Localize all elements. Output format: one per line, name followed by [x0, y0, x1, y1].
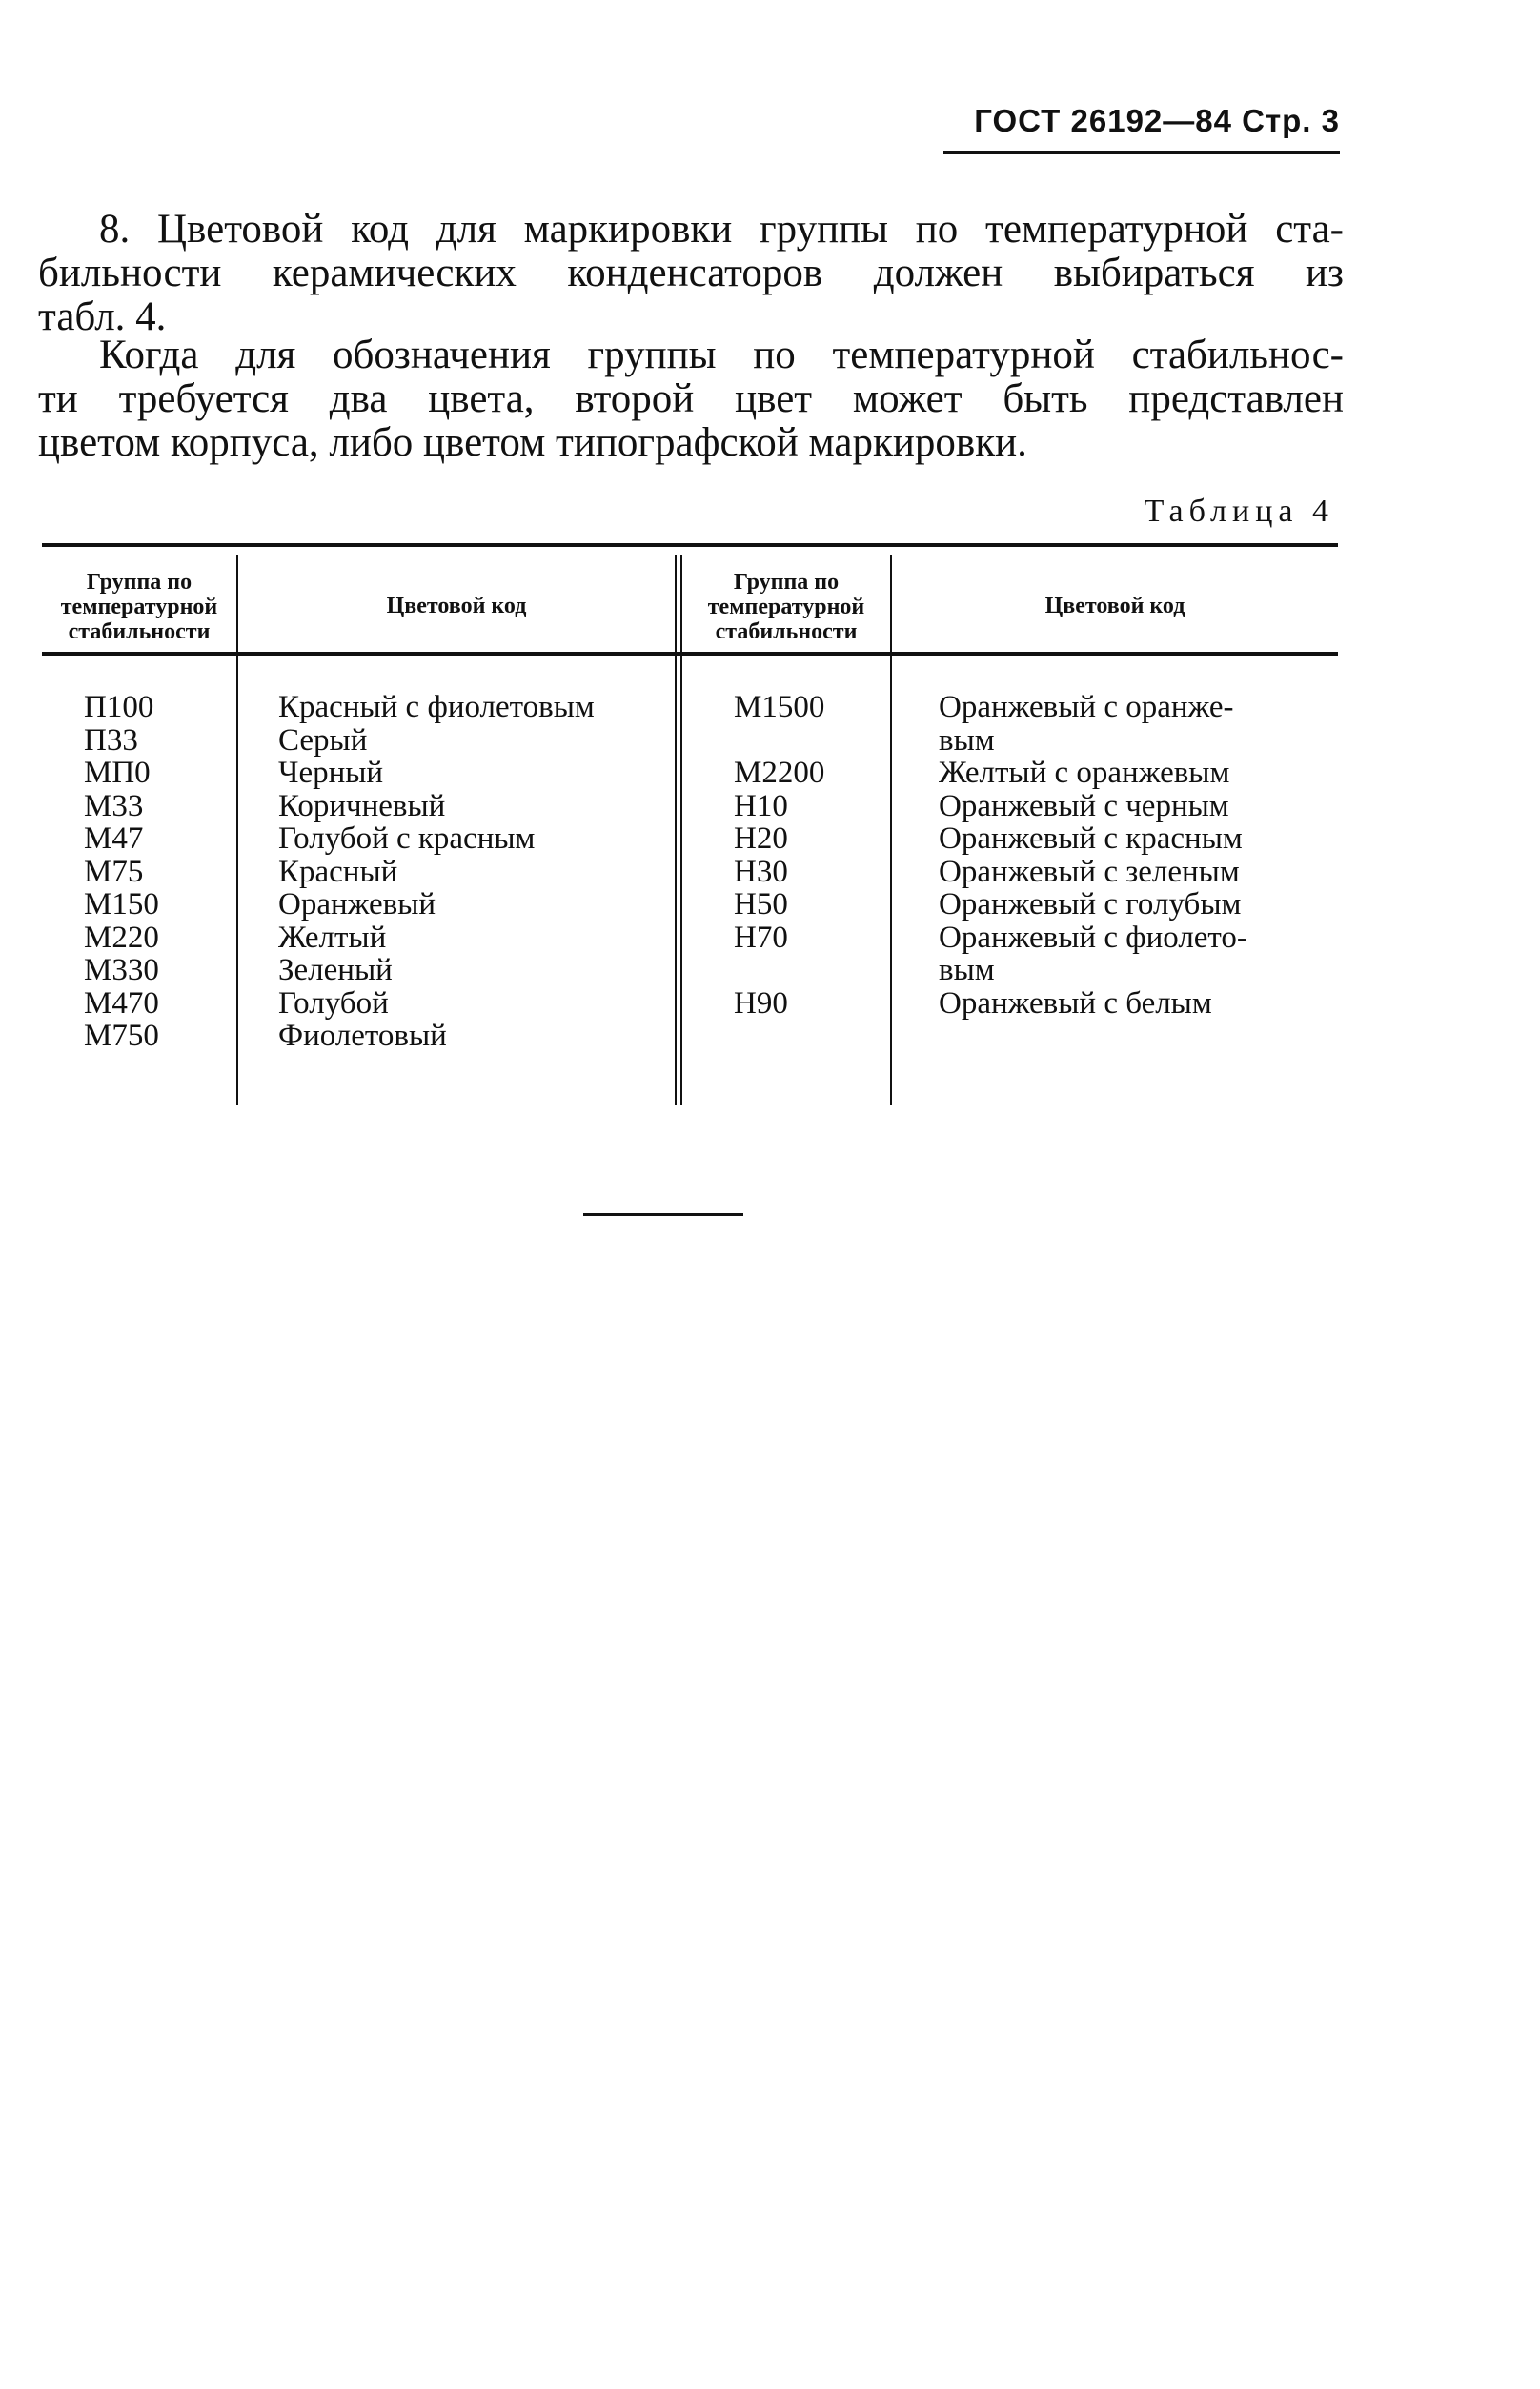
table-cell: вым — [939, 722, 995, 758]
table-cell: Н20 — [734, 821, 788, 856]
table-cell: М330 — [84, 953, 159, 987]
header-code-right: Цветовой код — [1044, 594, 1185, 618]
header-rule — [943, 151, 1340, 154]
column-divider — [236, 555, 238, 1105]
table-cell: Черный — [278, 756, 384, 790]
column-group-left — [84, 691, 159, 1053]
table-cell: Желтый с оранжевым — [939, 756, 1230, 790]
header-group-right: Группа по температурной стабильности — [707, 570, 865, 644]
table-cell: Оранжевый с черным — [939, 788, 1229, 823]
paragraph-8 — [38, 208, 1344, 339]
table-cell: М33 — [84, 788, 144, 823]
table-cell: Красный — [278, 854, 398, 889]
table-cell: Оранжевый с голубым — [939, 887, 1242, 921]
table-cell: Зеленый — [278, 953, 393, 987]
paragraph-line: ти требуется два цвета, второй цвет может быть представлен — [38, 376, 1344, 421]
table-cell: Фиолетовый — [278, 1019, 447, 1053]
table-cell: М150 — [84, 887, 159, 921]
header-code-left: Цветовой код — [386, 594, 527, 618]
paragraph-line: табл. 4. — [38, 294, 167, 339]
paragraph-line: бильности керамических конденсаторов должен выбираться из — [38, 251, 1344, 295]
column-group-right — [734, 691, 824, 1020]
table-top-rule — [42, 543, 1338, 547]
table-cell: МП0 — [84, 756, 151, 790]
table-cell: вым — [939, 953, 995, 987]
paragraph-line: 8. Цветовой код для маркировки группы по температурной ста- — [99, 207, 1344, 252]
table-cell: Н70 — [734, 920, 788, 955]
column-divider — [890, 555, 892, 1105]
table-caption: Таблица 4 — [1144, 494, 1334, 529]
table-cell: М47 — [84, 821, 144, 856]
table-cell: Красный с фиолетовым — [278, 690, 595, 724]
table-cell: Оранжевый с красным — [939, 821, 1243, 856]
table-cell: Оранжевый с белым — [939, 985, 1212, 1021]
paragraph-line: Когда для обозначения группы по температурной стабильнос- — [99, 333, 1344, 377]
paragraph-line: цветом корпуса, либо цветом типографской маркировки. — [38, 420, 1027, 465]
table-cell: Голубой — [278, 985, 389, 1021]
table-cell: Коричневый — [278, 788, 446, 823]
table-cell — [734, 724, 824, 758]
table-cell: М470 — [84, 985, 159, 1021]
table-cell: Оранжевый — [278, 887, 436, 921]
table-cell: Желтый — [278, 920, 387, 955]
table-cell: П100 — [84, 690, 154, 724]
end-rule — [583, 1213, 743, 1216]
table-cell: М75 — [84, 854, 144, 889]
table-cell: Оранжевый с зеленым — [939, 854, 1240, 889]
table-cell: Н10 — [734, 788, 788, 823]
column-divider-double — [675, 555, 677, 1105]
table-cell: М1500 — [734, 690, 825, 724]
table-cell: Оранжевый с оранже- — [939, 690, 1234, 724]
paragraph-two-colors — [38, 334, 1344, 465]
page-header: ГОСТ 26192—84 Стр. 3 — [974, 103, 1340, 138]
table-cell: П33 — [84, 722, 138, 758]
table-cell: Н30 — [734, 854, 788, 889]
table-cell: М750 — [84, 1019, 159, 1053]
table-cell: Оранжевый с фиолето- — [939, 920, 1247, 955]
column-code-right — [939, 691, 1247, 1020]
table-cell: Н50 — [734, 887, 788, 921]
table-cell: М220 — [84, 920, 159, 955]
table-cell: Серый — [278, 722, 368, 758]
table-cell — [734, 954, 824, 987]
header-group-left: Группа по температурной стабильности — [60, 570, 218, 644]
table-cell: Н90 — [734, 985, 788, 1021]
table-cell: Голубой с красным — [278, 821, 536, 856]
table-cell: М2200 — [734, 756, 825, 790]
column-code-left — [278, 691, 595, 1053]
